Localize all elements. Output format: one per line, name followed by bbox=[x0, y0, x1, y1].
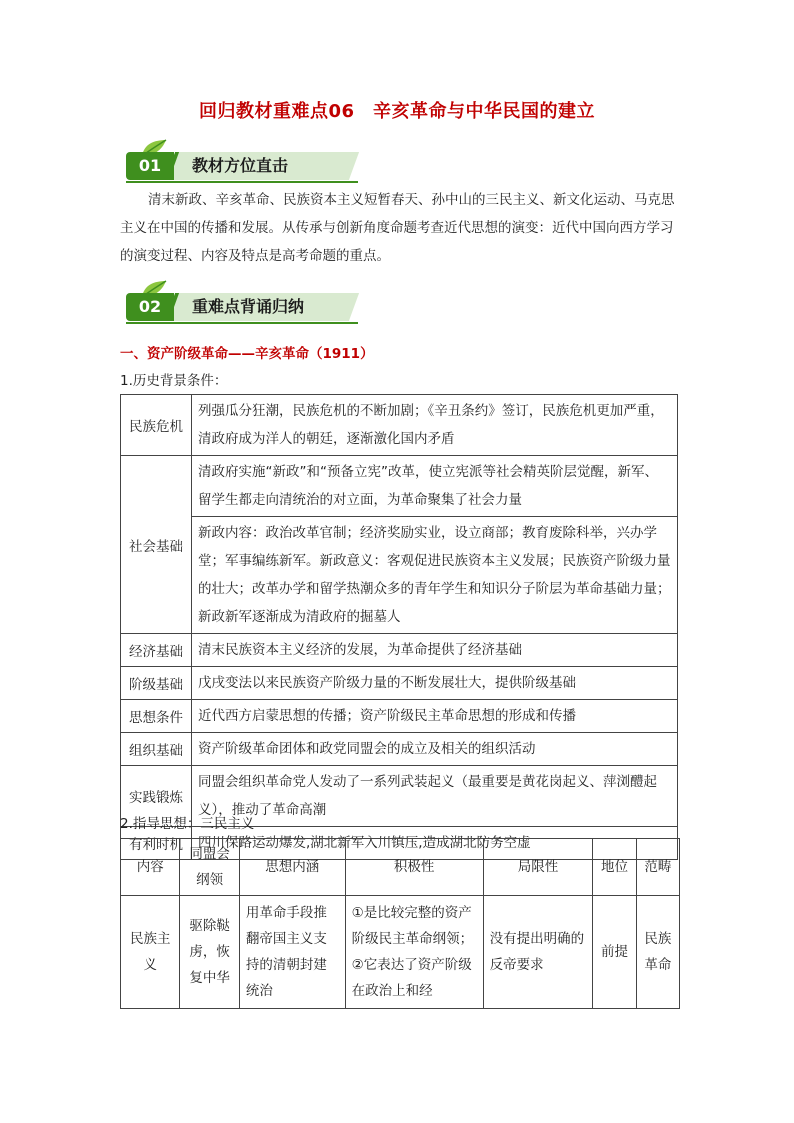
document-title: 回归教材重难点06 辛亥革命与中华民国的建立 bbox=[198, 101, 596, 122]
table-row bbox=[121, 634, 678, 667]
table-cell: 民族革命 bbox=[636, 896, 679, 1009]
table-row bbox=[121, 896, 680, 1009]
three-principles-table bbox=[120, 838, 680, 1009]
row-value: 清政府实施“新政”和“预备立宪”改革，使立宪派等社会精英阶层觉醒，新军、留学生都走向清统治的对立面，为革命聚集了社会力量 bbox=[192, 456, 678, 517]
table-row bbox=[121, 733, 678, 766]
row-value: 列强瓜分狂潮，民族危机的不断加剧；《辛丑条约》签订，民族危机更加严重，清政府成为洋人的朝廷，逐渐激化国内矛盾 bbox=[192, 395, 678, 456]
section-underline bbox=[126, 181, 358, 183]
section-underline bbox=[126, 322, 358, 324]
table-row bbox=[121, 700, 678, 733]
section-number: 02 bbox=[126, 293, 174, 321]
table-cell: 前提 bbox=[593, 896, 636, 1009]
column-header: 局限性 bbox=[483, 839, 593, 896]
row-value: 同盟会组织革命党人发动了一系列武装起义（最重要是黄花岗起义、萍浏醴起义），推动了革命高潮 bbox=[192, 766, 678, 827]
table-row bbox=[121, 667, 678, 700]
table-cell: 驱除鞑虏，恢复中华 bbox=[180, 896, 239, 1009]
row-key: 实践锻炼 bbox=[121, 766, 192, 827]
background-table bbox=[120, 394, 678, 860]
section-number: 01 bbox=[126, 152, 174, 180]
row-key: 民族危机 bbox=[121, 395, 192, 456]
section-label: 重难点背诵归纳 bbox=[192, 297, 305, 316]
row-value: 新政内容：政治改革官制；经济奖励实业，设立商部；教育废除科举，兴办学堂；军事编练新军。新政意义：客观促进民族资本主义发展；民族资产阶级力量的壮大；改革办学和留学热潮众多的青年学生和知识分子阶层为革命基础力量；新政新军逐渐成为清政府的掘墓人 bbox=[192, 517, 678, 634]
table-cell: 民族主义 bbox=[121, 896, 180, 1009]
column-header: 范畴 bbox=[636, 839, 679, 896]
table-cell: ①是比较完整的资产阶级民主革命纲领；②它表达了资产阶级在政治上和经 bbox=[345, 896, 483, 1009]
item-title-1: 1.历史背景条件： bbox=[120, 373, 228, 389]
row-key: 思想条件 bbox=[121, 700, 192, 733]
row-value: 四川保路运动爆发,湖北新军入川镇压,造成湖北防务空虚 bbox=[192, 827, 678, 860]
table-cell: 用革命手段推翻帝国主义支持的清朝封建统治 bbox=[239, 896, 345, 1009]
row-key: 组织基础 bbox=[121, 733, 192, 766]
part-title: 一、资产阶级革命——辛亥革命（1911） bbox=[120, 346, 374, 362]
table-row bbox=[121, 517, 678, 634]
intro-paragraph: 清末新政、辛亥革命、民族资本主义短暂春天、孙中山的三民主义、新文化运动、马克思主义在中国的传播和发展。从传承与创新角度命题考查近代思想的演变：近代中国向西方学习的演变过程、内容及特点是高考命题的重点。 bbox=[120, 192, 675, 264]
row-value: 资产阶级革命团体和政党同盟会的成立及相关的组织活动 bbox=[192, 733, 678, 766]
table-row bbox=[121, 456, 678, 517]
row-key: 阶级基础 bbox=[121, 667, 192, 700]
column-header: 思想内涵 bbox=[239, 839, 345, 896]
table-cell: 没有提出明确的反帝要求 bbox=[483, 896, 593, 1009]
table-header-row bbox=[121, 839, 680, 896]
row-key: 经济基础 bbox=[121, 634, 192, 667]
column-header: 地位 bbox=[593, 839, 636, 896]
row-key: 有利时机 bbox=[121, 827, 192, 860]
column-header: 同盟会纲领 bbox=[180, 839, 239, 896]
section-header-1 bbox=[126, 148, 358, 182]
row-value: 清末民族资本主义经济的发展，为革命提供了经济基础 bbox=[192, 634, 678, 667]
section-header-2 bbox=[126, 289, 358, 323]
table-row bbox=[121, 395, 678, 456]
column-header: 内容 bbox=[121, 839, 180, 896]
row-value: 近代西方启蒙思想的传播；资产阶级民主革命思想的形成和传播 bbox=[192, 700, 678, 733]
item-title-2: 2.指导思想：三民主义 bbox=[120, 816, 255, 832]
section-label: 教材方位直击 bbox=[192, 156, 289, 175]
row-value: 戊戌变法以来民族资产阶级力量的不断发展壮大，提供阶级基础 bbox=[192, 667, 678, 700]
column-header: 积极性 bbox=[345, 839, 483, 896]
row-key: 社会基础 bbox=[121, 456, 192, 634]
